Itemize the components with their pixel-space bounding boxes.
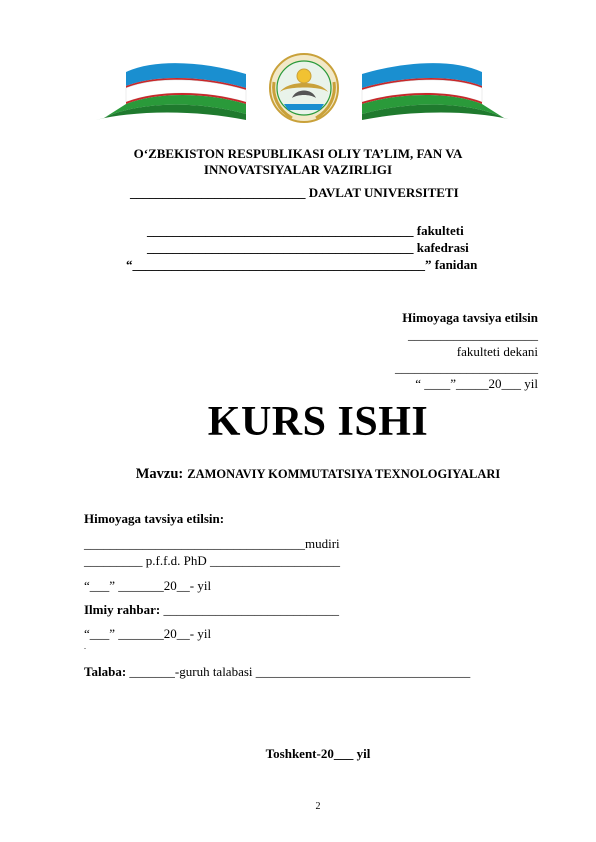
faculty-line: _________________________________________ fakulteti: [147, 223, 464, 238]
department-line: _________________________________________ kafedrasi: [147, 240, 469, 255]
city-year: Toshkent-20___ yil: [265, 746, 371, 761]
stray-dot: .: [84, 642, 86, 651]
topic-line: [0, 465, 596, 483]
student-line: [84, 664, 470, 680]
approval-date: “ ____”_____20___ yil: [415, 376, 538, 391]
advisor-signature-line: ___________________________: [163, 602, 339, 617]
topic-text: ZAMONAVIY KOMMUTATSIYA TEXNOLOGIYALARI: [187, 467, 501, 481]
page-number: 2: [315, 801, 321, 812]
approval-signature-line: ____________________: [408, 327, 538, 342]
student-group-line: _______-guruh talabasi _________________________________: [129, 664, 471, 679]
state-emblem-logo: [96, 52, 512, 126]
recommend-date-1: “___” _______20__- yil: [84, 578, 212, 593]
left-flag-shape: [96, 63, 246, 120]
ministry-line-2: INNOVATSIYALAR VAZIRLIGI: [203, 162, 393, 177]
phd-line: _________ p.f.f.d. PhD ____________________: [84, 553, 341, 568]
advisor-label: Ilmiy rahbar:: [84, 602, 161, 617]
approval-title: Himoyaga tavsiya etilsin: [402, 310, 538, 325]
document-title: KURS ISHI: [207, 399, 429, 445]
recommend-title: Himoyaga tavsiya etilsin:: [84, 511, 225, 526]
ministry-line-1: O‘ZBEKISTON RESPUBLIKASI OLIY TA’LIM, FAN VA: [133, 146, 463, 161]
student-label: Talaba:: [84, 664, 127, 679]
subject-line: “_____________________________________________” fanidan: [126, 257, 478, 272]
dean-label: fakulteti dekani: [456, 344, 538, 359]
topic-label: Mavzu:: [135, 466, 184, 482]
recommend-date-2: “___” _______20__- yil: [84, 626, 212, 641]
dean-signature-line: ______________________: [395, 360, 538, 375]
coat-of-arms-icon: [270, 54, 338, 122]
right-flag-shape: [362, 63, 512, 120]
advisor-line: [84, 602, 339, 618]
university-line: ___________________________ DAVLAT UNIVERSITETI: [130, 185, 459, 200]
head-of-department-line: __________________________________mudiri: [84, 536, 340, 551]
